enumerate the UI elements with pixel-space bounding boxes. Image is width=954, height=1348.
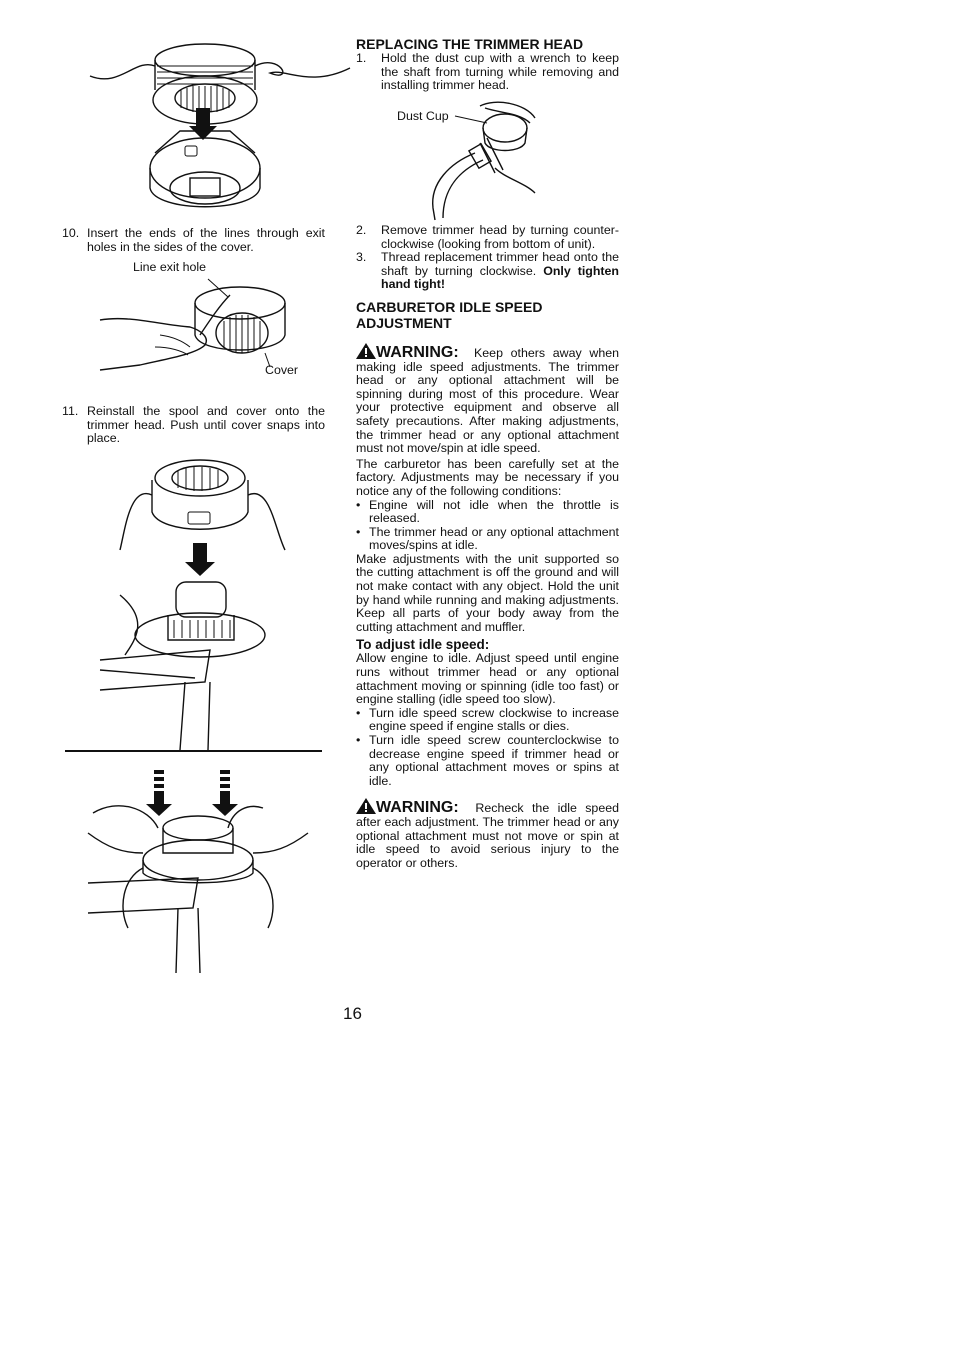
warning-2-text: Recheck the idle speed after each adjustment. The trimmer head or any optional attachment must not move or spin at idle speed to avoid serious injury to the operator or others. [356,801,619,870]
line-exit-hole-illustration [100,275,300,385]
line-exit-hole-label: Line exit hole [133,260,207,274]
step-11-text: Reinstall the spool and cover onto the trimmer head. Push until cover snaps into place. [87,404,325,446]
replacing-step-3 [356,251,619,292]
carb-bullet-2: • The trimmer head or any optional attachment moves/spins at idle. [356,526,619,553]
carb-para-2: Make adjustments with the unit supported so the cutting attachment is off the ground and will not make contact with any object. Hold the unit by hand while running and making adjustments. Keep all parts of your body away from the cutting attachment and muffler. [356,551,619,634]
reinstall-spool-illustration [90,450,310,750]
replacing-step-1-number: 1. [356,51,367,65]
replacing-step-2-number: 2. [356,223,367,237]
push-cover-illustration [88,768,328,978]
warning-2-label: WARNING: [376,799,459,817]
step-11-number: 11. [62,404,79,418]
cover-label: Cover [265,363,299,377]
replacing-step-2 [356,224,619,251]
warning-triangle-icon [356,343,376,359]
page-number: 16 [343,1004,362,1023]
figure-divider [65,750,322,752]
warning-1-label: WARNING: [376,343,459,361]
replacing-step-1-text: Hold the dust cup with a wrench to keep the shaft from turning while removing and installing trimmer head. [381,51,619,93]
step-10-number: 10. [62,226,80,240]
replacing-step-1 [356,52,619,93]
dust-cup-wrench-illustration [425,98,545,223]
warning-1 [356,343,619,456]
step-10-text: Insert the ends of the lines through exit holes in the sides of the cover. [87,226,325,254]
right-column-cont [356,224,619,870]
carb-para-1: The carburetor has been carefully set at the factory. Adjustments may be necessary if you notice any of the following conditions: [356,456,619,498]
right-column [356,36,619,93]
carb-bullet-3: • Turn idle speed screw clockwise to increase engine speed if engine stalls or dies. [356,707,619,734]
carb-heading: CARBURETOR IDLE SPEED ADJUSTMENT [356,298,543,331]
warning-2 [356,798,619,870]
step-11 [62,405,325,446]
carb-bullet-1: • Engine will not idle when the throttle is released. [356,499,619,526]
adjust-idle-subheading: To adjust idle speed: [356,637,490,653]
spool-cover-illustration [85,28,345,218]
replacing-step-3-bold: Only tighten hand tight! [381,263,619,292]
replacing-step-2-text: Remove trimmer head by turning counter-clockwise (looking from bottom of unit). [381,223,619,251]
carb-bullet-4: • Turn idle speed screw counterclockwise to decrease engine speed if trimmer head or any optional attachment moves or spins at idle. [356,734,619,788]
warning-1-text: Keep others away when making idle speed adjustments. The trimmer head or any optional attachment will be spinning during most of this procedure. Wear your protective equipment and observe all safety precautions. After making adjustments, the trimmer head or any optional attachment must not move/spin at idle speed. [356,345,620,456]
replacing-step-3-number: 3. [356,250,367,265]
warning-triangle-icon [356,798,376,814]
step-10 [62,227,325,254]
replacing-heading: REPLACING THE TRIMMER HEAD [356,36,584,52]
dust-cup-label: Dust Cup [397,109,449,123]
replacing-step-3-text: Thread replacement trimmer head onto the shaft by turning clockwise. [381,250,619,278]
carb-para-3: Allow engine to idle. Adjust speed until engine runs without trimmer head or any optional attachment moving or spinning (idle too fast) or engine stalling (idle speed too slow). [356,651,619,707]
